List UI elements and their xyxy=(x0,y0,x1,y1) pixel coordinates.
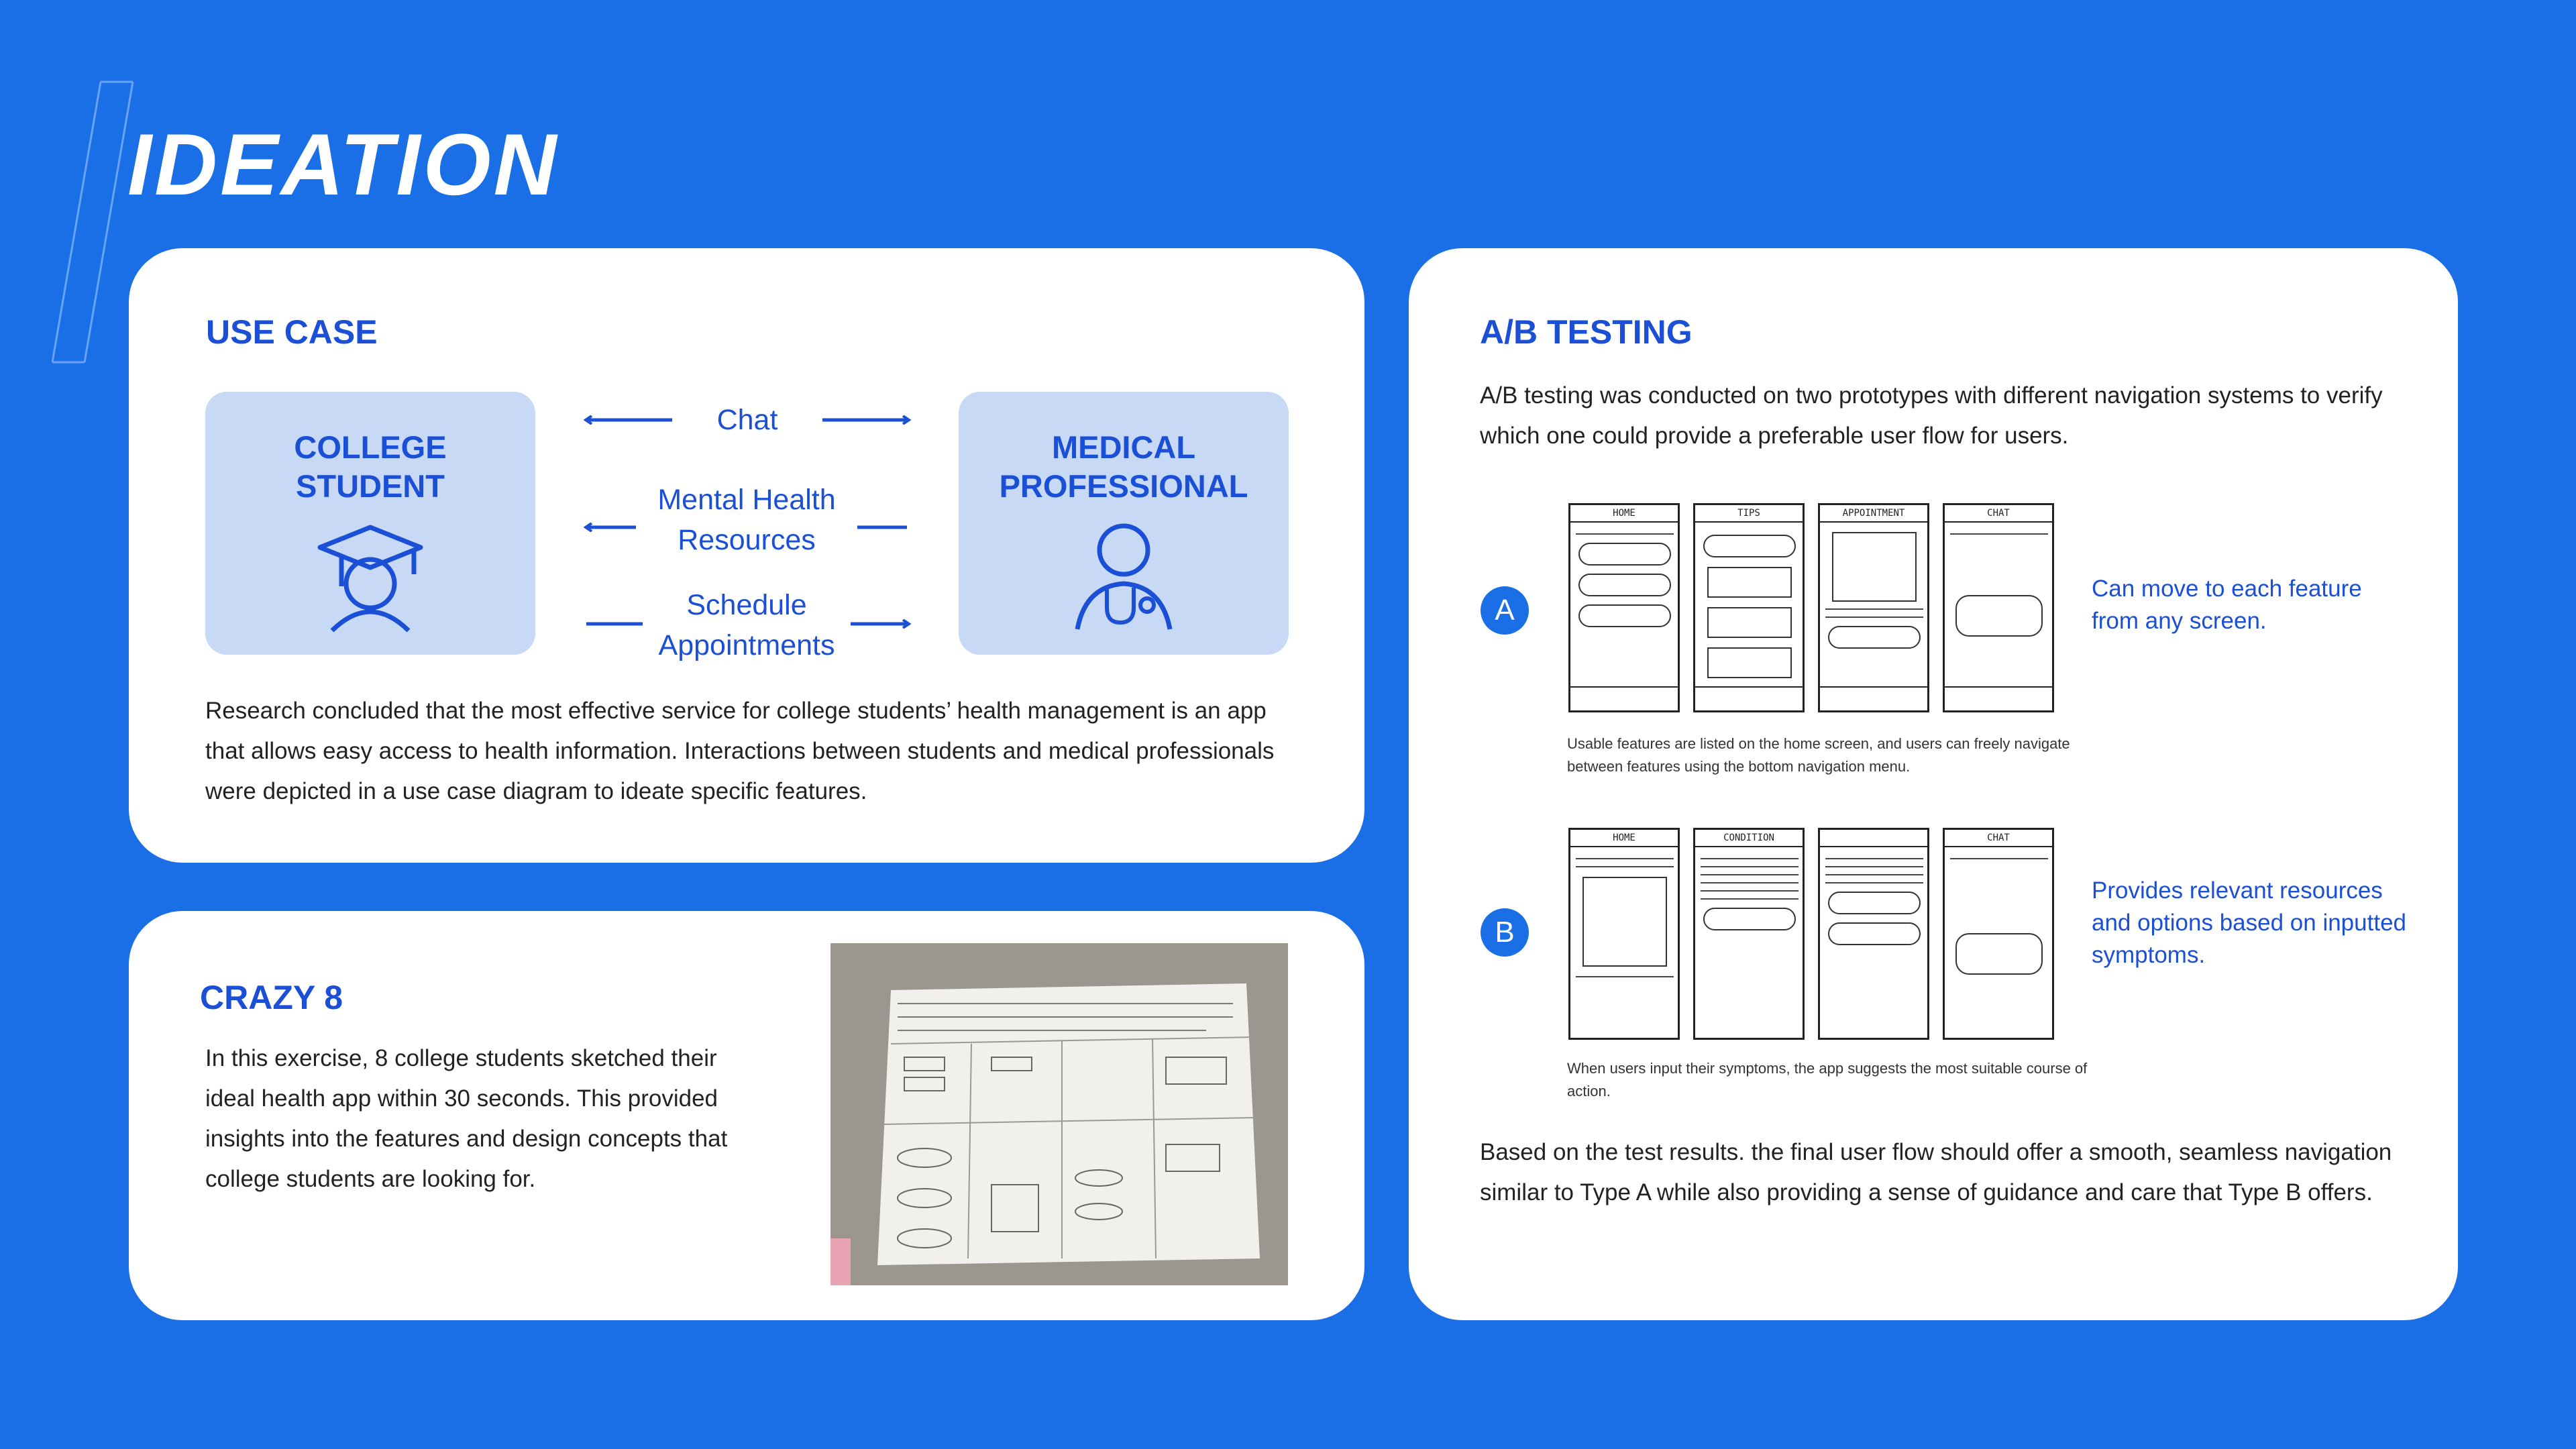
type-b-caption: When users input their symptoms, the app suggests the most suitable course of action. xyxy=(1567,1060,2088,1099)
type-b-screen-chat xyxy=(1943,828,2054,1040)
use-case-heading: USE CASE xyxy=(206,313,378,351)
ab-testing-conclusion: Based on the test results. the final user flow should offer a smooth, seamless navigation similar to Type A while also providing a sense of guidance and care that Type B offers. xyxy=(1480,1139,2392,1205)
screen-title: CHAT xyxy=(1945,505,2052,523)
crazy8-sketch-photo xyxy=(830,943,1288,1285)
crazy8-heading: CRAZY 8 xyxy=(200,979,343,1016)
type-a-note: Can move to each feature from any screen. xyxy=(2092,576,2362,634)
screen-title: HOME xyxy=(1570,505,1678,523)
screen-title: APPOINTMENT xyxy=(1820,505,1927,523)
page-title: IDEATION xyxy=(127,115,559,213)
type-a-caption: Usable features are listed on the home screen, and users can freely navigate between features using the bottom navigation menu. xyxy=(1567,735,2070,775)
relation-chat: Chat xyxy=(716,404,778,436)
screen-title: CHAT xyxy=(1945,830,2052,847)
type-b-screen-tips xyxy=(1818,828,1929,1040)
crazy8-description: In this exercise, 8 college students sketched their ideal health app within 30 seconds. This provided insights into the features and design concepts that college students are looking for. xyxy=(205,1045,728,1192)
type-b-note: Provides relevant resources and options based on inputted symptoms. xyxy=(2092,877,2406,968)
type-a-screen-appointment xyxy=(1818,503,1929,712)
ab-testing-heading: A/B TESTING xyxy=(1480,313,1693,351)
sketch-photo-image xyxy=(830,943,1288,1285)
type-b-badge: B xyxy=(1481,908,1529,957)
screen-title: CONDITION xyxy=(1695,830,1803,847)
type-a-badge: A xyxy=(1481,586,1529,635)
relation-schedule: Schedule Appointments xyxy=(658,589,835,661)
screen-title: HOME xyxy=(1570,830,1678,847)
use-case-description: Research concluded that the most effective service for college students’ health management is an app that allows easy access to health information. Interactions between students and medical professionals were depicted in a use case diagram to ideate specific features. xyxy=(205,698,1275,804)
ab-testing-card xyxy=(1409,248,2458,1320)
type-a-screen-home xyxy=(1568,503,1680,712)
type-b-screen-condition xyxy=(1693,828,1805,1040)
screen-title: TIPS xyxy=(1695,505,1803,523)
type-a-screen-tips xyxy=(1693,503,1805,712)
relation-mental-health: Mental Health Resources xyxy=(657,484,836,556)
screen-title xyxy=(1820,830,1927,847)
decorative-slash xyxy=(0,0,148,376)
use-case-card xyxy=(129,248,1364,863)
type-a-screen-chat xyxy=(1943,503,2054,712)
actor-label-student: COLLEGE STUDENT xyxy=(294,429,447,504)
type-b-screen-home xyxy=(1568,828,1680,1040)
actor-label-professional: MEDICAL PROFESSIONAL xyxy=(999,429,1248,504)
ab-testing-intro: A/B testing was conducted on two prototypes with different navigation systems to verify which one could provide a preferable user flow for users. xyxy=(1480,382,2383,449)
